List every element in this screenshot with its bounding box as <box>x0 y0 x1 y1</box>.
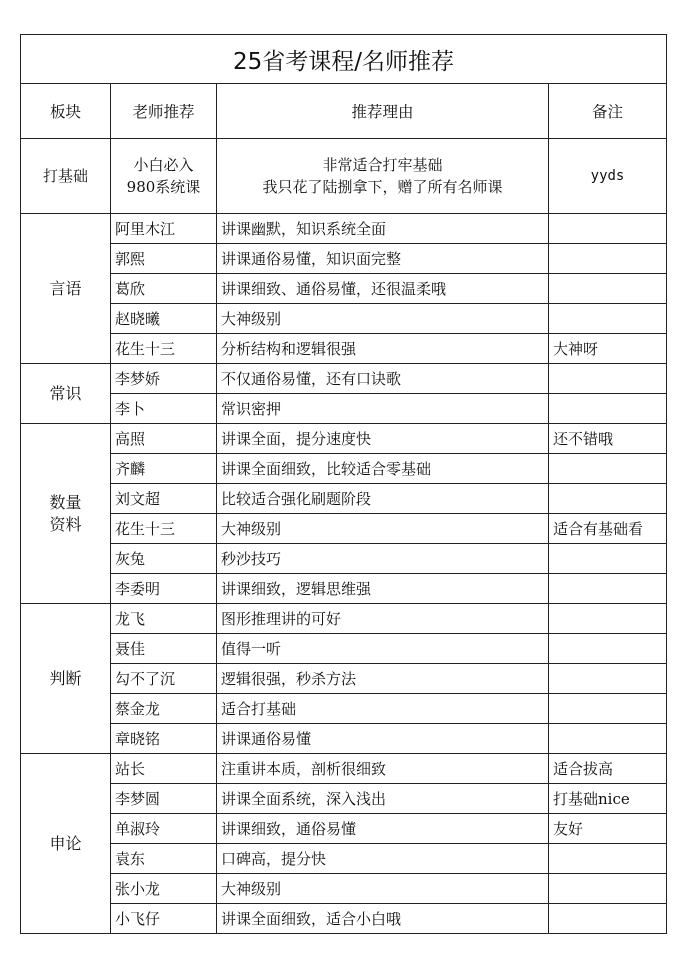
note-cell <box>549 664 667 694</box>
reason-cell: 分析结构和逻辑很强 <box>217 334 549 364</box>
reason-cell: 比较适合强化刷题阶段 <box>217 484 549 514</box>
reason-cell: 讲课全面细致，比较适合零基础 <box>217 454 549 484</box>
intro-teacher-line1: 小白必入 <box>133 156 194 174</box>
teacher-cell: 勾不了沉 <box>111 664 217 694</box>
section-label-line2: 资料 <box>49 514 82 534</box>
table-row <box>21 814 667 844</box>
note-cell <box>549 604 667 634</box>
table-row <box>21 844 667 874</box>
section-label-line1: 常识 <box>49 383 82 403</box>
table-row <box>21 694 667 724</box>
reason-cell: 大神级别 <box>217 304 549 334</box>
table-row <box>21 604 667 634</box>
note-cell <box>549 634 667 664</box>
reason-cell: 注重讲本质，剖析很细致 <box>217 754 549 784</box>
teacher-cell: 小飞仔 <box>111 904 217 934</box>
section-label-line1: 言语 <box>49 278 82 298</box>
reason-cell: 讲课通俗易懂 <box>217 724 549 754</box>
note-cell <box>549 694 667 724</box>
recommendation-sheet <box>20 34 666 934</box>
note-cell: 大神呀 <box>549 334 667 364</box>
note-cell <box>549 454 667 484</box>
intro-reason <box>217 139 549 214</box>
table-row <box>21 394 667 424</box>
teacher-cell: 葛欣 <box>111 274 217 304</box>
reason-cell: 讲课全面细致，适合小白哦 <box>217 904 549 934</box>
section-label-line1: 申论 <box>49 833 82 853</box>
note-cell: 还不错哦 <box>549 424 667 454</box>
teacher-cell: 章晓铭 <box>111 724 217 754</box>
table-row <box>21 244 667 274</box>
teacher-cell: 李委明 <box>111 574 217 604</box>
reason-cell: 大神级别 <box>217 514 549 544</box>
reason-cell: 讲课全面系统，深入浅出 <box>217 784 549 814</box>
table-row <box>21 454 667 484</box>
table-row <box>21 484 667 514</box>
note-cell <box>549 484 667 514</box>
table-row <box>21 574 667 604</box>
teacher-cell: 单淑玲 <box>111 814 217 844</box>
reason-cell: 讲课细致，逻辑思维强 <box>217 574 549 604</box>
section-label-line1: 数量 <box>49 492 82 512</box>
note-cell <box>549 904 667 934</box>
note-cell: 适合有基础看 <box>549 514 667 544</box>
table-row <box>21 214 667 244</box>
header-teacher: 老师推荐 <box>111 84 217 139</box>
teacher-cell: 齐麟 <box>111 454 217 484</box>
note-cell <box>549 304 667 334</box>
teacher-cell: 袁东 <box>111 844 217 874</box>
reason-cell: 讲课幽默，知识系统全面 <box>217 214 549 244</box>
note-cell <box>549 844 667 874</box>
note-cell <box>549 574 667 604</box>
table-row <box>21 724 667 754</box>
table-row <box>21 664 667 694</box>
teacher-cell: 蔡金龙 <box>111 694 217 724</box>
intro-block: 打基础 <box>21 139 111 214</box>
table-row <box>21 334 667 364</box>
note-cell: 适合拔高 <box>549 754 667 784</box>
intro-reason-line1: 非常适合打牢基础 <box>322 156 443 174</box>
reason-cell: 值得一听 <box>217 634 549 664</box>
section-label <box>21 604 111 754</box>
intro-row <box>21 139 667 214</box>
reason-cell: 常识密押 <box>217 394 549 424</box>
section-label-line1: 判断 <box>49 668 82 688</box>
table-row <box>21 904 667 934</box>
intro-teacher-line2: 980系统课 <box>126 178 201 196</box>
table-row <box>21 784 667 814</box>
section-label <box>21 214 111 364</box>
note-cell <box>549 394 667 424</box>
table-row <box>21 274 667 304</box>
header-row <box>21 84 667 139</box>
teacher-cell: 刘文超 <box>111 484 217 514</box>
note-cell <box>549 274 667 304</box>
table-row <box>21 874 667 904</box>
table-row <box>21 754 667 784</box>
note-cell <box>549 724 667 754</box>
intro-teacher <box>111 139 217 214</box>
teacher-cell: 花生十三 <box>111 334 217 364</box>
section-label <box>21 364 111 424</box>
table-row <box>21 544 667 574</box>
note-cell <box>549 874 667 904</box>
table-row <box>21 364 667 394</box>
note-cell <box>549 244 667 274</box>
teacher-cell: 李梦娇 <box>111 364 217 394</box>
reason-cell: 图形推理讲的可好 <box>217 604 549 634</box>
reason-cell: 讲课细致，通俗易懂 <box>217 814 549 844</box>
note-cell: 打基础nice <box>549 784 667 814</box>
note-cell <box>549 544 667 574</box>
reason-cell: 大神级别 <box>217 874 549 904</box>
header-note: 备注 <box>549 84 667 139</box>
teacher-cell: 花生十三 <box>111 514 217 544</box>
teacher-cell: 龙飞 <box>111 604 217 634</box>
teacher-cell: 张小龙 <box>111 874 217 904</box>
reason-cell: 讲课通俗易懂，知识面完整 <box>217 244 549 274</box>
teacher-cell: 李卜 <box>111 394 217 424</box>
teacher-cell: 赵晓曦 <box>111 304 217 334</box>
teacher-recommendation-table <box>20 34 667 934</box>
reason-cell: 适合打基础 <box>217 694 549 724</box>
reason-cell: 讲课细致、通俗易懂，还很温柔哦 <box>217 274 549 304</box>
teacher-cell: 阿里木江 <box>111 214 217 244</box>
table-row <box>21 514 667 544</box>
reason-cell: 讲课全面，提分速度快 <box>217 424 549 454</box>
table-row <box>21 634 667 664</box>
reason-cell: 逻辑很强，秒杀方法 <box>217 664 549 694</box>
section-label <box>21 754 111 934</box>
table-title: 25省考课程/名师推荐 <box>21 35 667 84</box>
teacher-cell: 高照 <box>111 424 217 454</box>
teacher-cell: 郭熙 <box>111 244 217 274</box>
reason-cell: 秒沙技巧 <box>217 544 549 574</box>
header-reason: 推荐理由 <box>217 84 549 139</box>
table-row <box>21 424 667 454</box>
teacher-cell: 灰兔 <box>111 544 217 574</box>
header-block: 板块 <box>21 84 111 139</box>
reason-cell: 口碑高，提分快 <box>217 844 549 874</box>
note-cell: 友好 <box>549 814 667 844</box>
note-cell <box>549 364 667 394</box>
section-label <box>21 424 111 604</box>
intro-note: yyds <box>549 139 667 214</box>
teacher-cell: 聂佳 <box>111 634 217 664</box>
reason-cell: 不仅通俗易懂，还有口诀歌 <box>217 364 549 394</box>
intro-reason-line2: 我只花了陆捌拿下，赠了所有名师课 <box>262 178 503 196</box>
table-row <box>21 304 667 334</box>
teacher-cell: 站长 <box>111 754 217 784</box>
note-cell <box>549 214 667 244</box>
teacher-cell: 李梦圆 <box>111 784 217 814</box>
